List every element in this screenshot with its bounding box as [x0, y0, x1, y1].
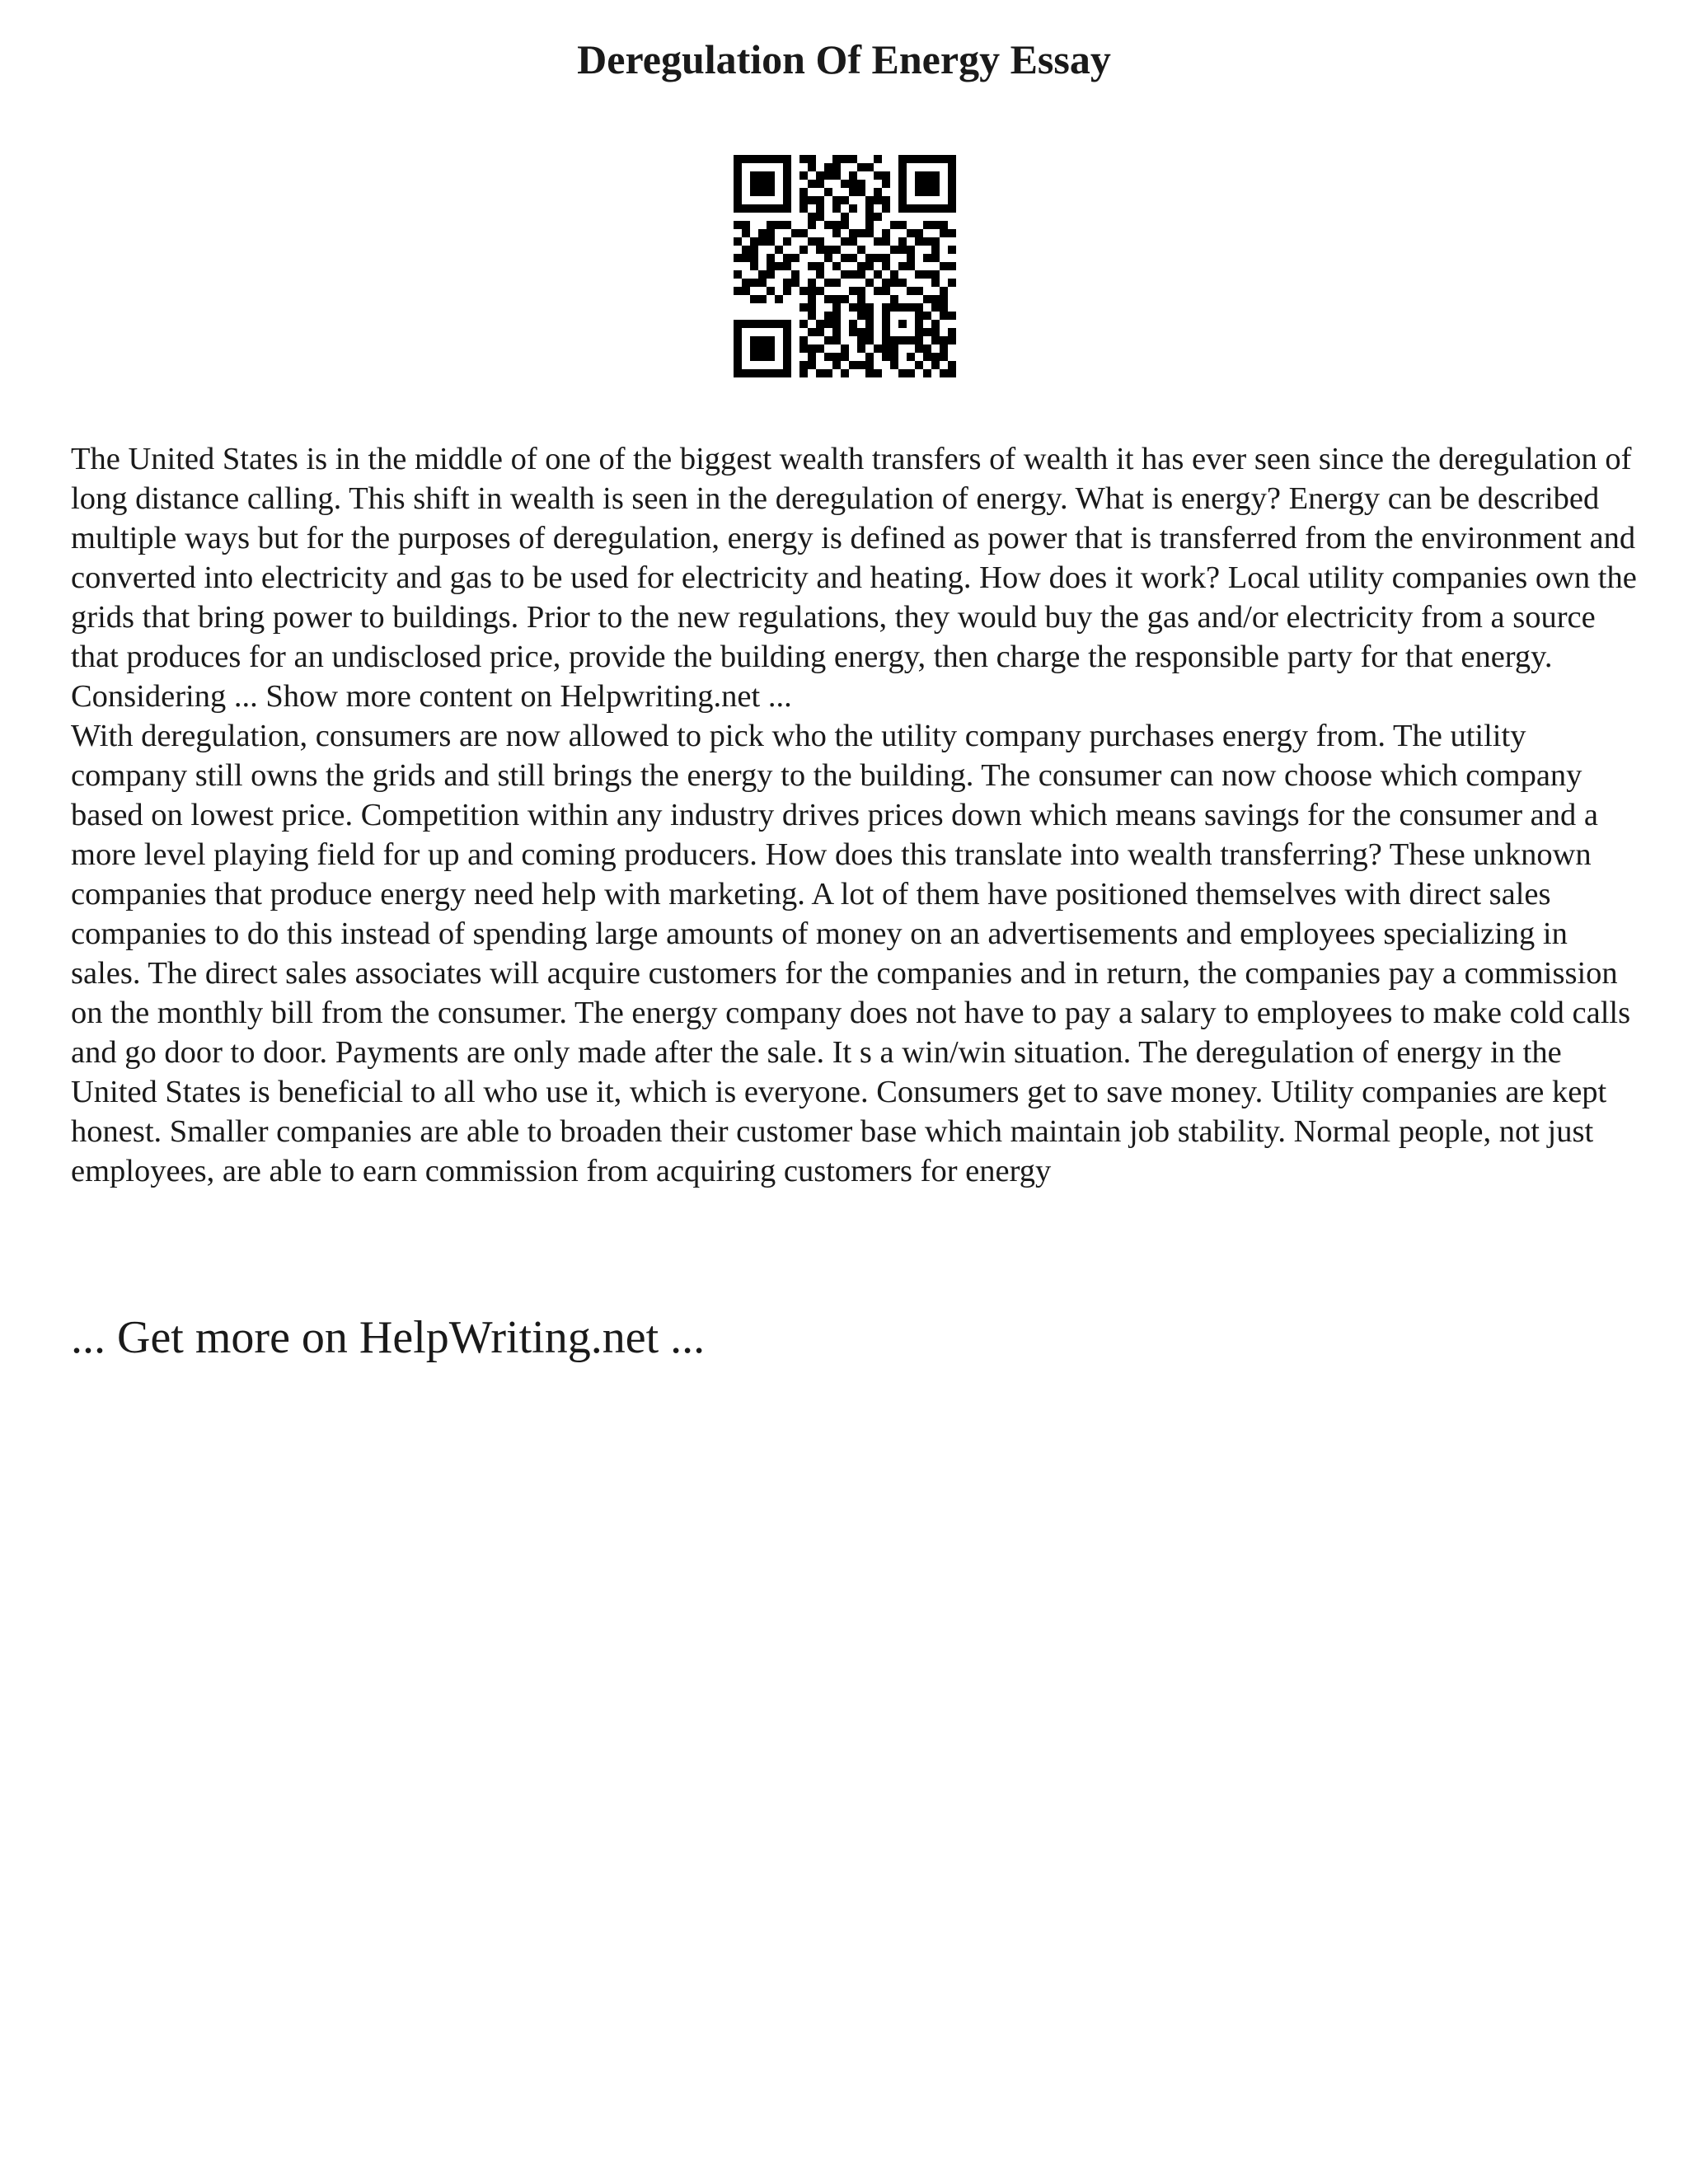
- essay-paragraph: With deregulation, consumers are now allowed to pick who the utility company purchases energy from. The utility company still owns the grids and still brings the energy to the building. The consumer can now choose which company based on lowest price. Competition within any industry drives prices down which means savings for the consumer and a more level playing field for up and coming producers. How does this translate into wealth transferring? These unknown companies that produce energy need help with marketing. A lot of them have positioned themselves with direct sales companies to do this instead of spending large amounts of money on an advertisements and employees specializing in sales. The direct sales associates will acquire customers for the companies and in return, the companies pay a commission on the monthly bill from the consumer. The energy company does not have to pay a salary to employees to make cold calls and go door to door. Payments are only made after the sale. It s a win/win situation. The deregulation of energy in the United States is beneficial to all who use it, which is everyone. Consumers get to save money. Utility companies are kept honest. Smaller companies are able to broaden their customer base which maintain job stability. Normal people, not just employees, are able to earn commission from acquiring customers for energy: [71, 719, 1631, 1188]
- page-title: Deregulation Of Energy Essay: [577, 36, 1111, 82]
- get-more-link[interactable]: ... Get more on HelpWriting.net ...: [71, 1312, 706, 1363]
- qr-code-icon: [734, 155, 956, 377]
- essay-body: [71, 439, 1637, 1191]
- essay-paragraph: The United States is in the middle of one of the biggest wealth transfers of wealth it has ever seen since the deregulation of long distance calling. This shift in wealth is seen in the deregulation of energy. What is energy? Energy can be described multiple ways but for the purposes of deregulation, energy is defined as power that is transferred from the environment and converted into electricity and gas to be used for electricity and heating. How does it work? Local utility companies own the grids that bring power to buildings. Prior to the new regulations, they would buy the gas and/or electricity from a source that produces for an undisclosed price, provide the building energy, then charge the responsible party for that energy. Considering ... Show more content on Helpwriting.net ...: [71, 442, 1637, 714]
